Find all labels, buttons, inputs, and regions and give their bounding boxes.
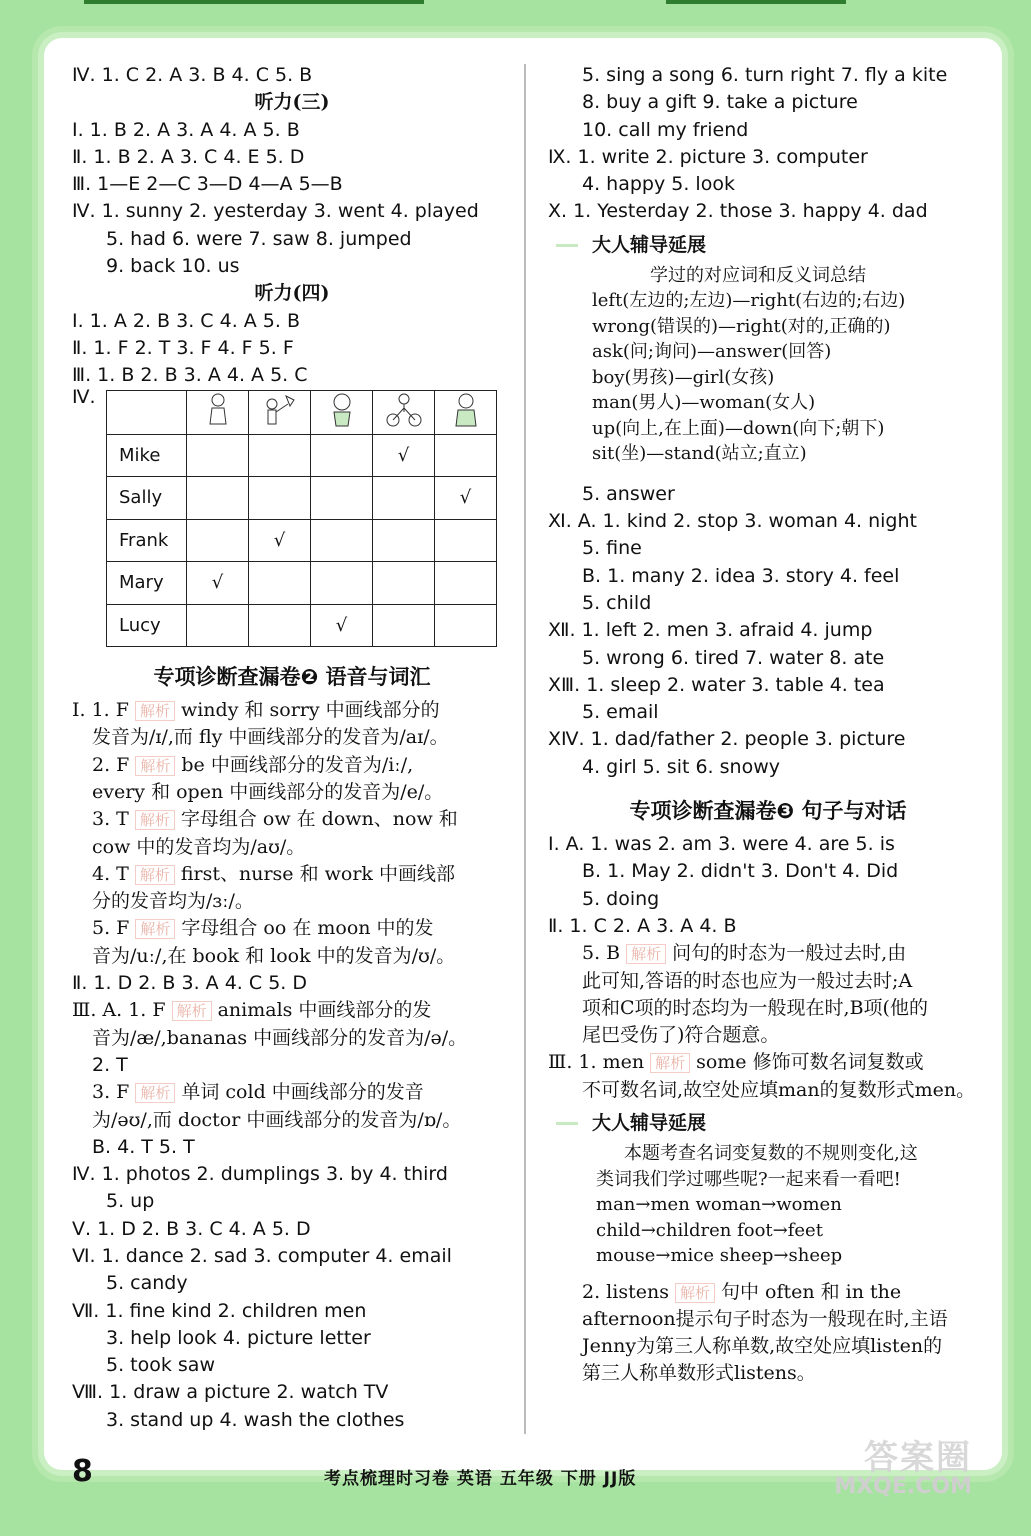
table-cell (435, 519, 497, 562)
explain-line (548, 940, 988, 967)
tip-line: man→men woman→women (596, 1194, 842, 1216)
explain-text: windy 和 sorry 中画线部分的 (180, 699, 440, 722)
answer-line: Ⅲ. 1—E 2—C 3—D 4—A 5—B (72, 173, 343, 196)
explain-line: 不可数名词,故空处应填man的复数形式men。 (582, 1078, 976, 1101)
answer-label: 5. F (92, 917, 130, 940)
explain-line (72, 915, 512, 942)
explain-line: 为/əʊ/,而 doctor 中画线部分的发音为/ɒ/。 (92, 1108, 462, 1131)
table-cell (311, 434, 373, 477)
watermark-url: MXQE.COM (834, 1474, 972, 1499)
table-header-row (107, 390, 497, 434)
answer-line: Ⅺ. A. 1. kind 2. stop 3. woman 4. night (548, 510, 917, 533)
answer-line: 5. had 6. were 7. saw 8. jumped (106, 227, 412, 250)
tip-line: wrong(错误的)—right(对的,正确的) (592, 315, 891, 337)
tip-line: sit(坐)—stand(站立;直立) (592, 443, 807, 465)
explain-line: Jenny为第三人称单数,故空处应填listen的 (582, 1335, 943, 1358)
column-divider (524, 64, 526, 1434)
explain-line (72, 997, 512, 1024)
answer-line: Ⅳ. 1. C 2. A 3. B 4. C 5. B (72, 64, 313, 86)
tip-box (560, 1141, 988, 1269)
explain-tag: 解析 (135, 756, 175, 776)
kid-picture (311, 390, 373, 434)
kid-picture (373, 390, 435, 434)
answer-line: 5. doing (582, 887, 660, 910)
explain-tag: 解析 (135, 810, 175, 830)
explain-tag: 解析 (675, 1283, 715, 1303)
answer-line: XⅣ. 1. dad/father 2. people 3. picture (548, 728, 906, 751)
answer-line: Ⅰ. A. 1. was 2. am 3. were 4. are 5. is (548, 833, 895, 856)
table-cell (373, 604, 435, 647)
answer-line: Ⅰ. 1. B 2. A 3. A 4. A 5. B (72, 118, 300, 141)
check-cell: √ (311, 604, 373, 647)
section-heading: 听力(三) (254, 91, 330, 114)
answer-line: Ⅳ. (72, 385, 96, 408)
explain-tag: 解析 (135, 1083, 175, 1103)
answer-line: Ⅸ. 1. write 2. picture 3. computer (548, 145, 868, 168)
answer-line: 10. call my friend (582, 118, 749, 141)
explain-line: every 和 open 中画线部分的发音为/e/。 (92, 780, 444, 803)
table-cell (187, 604, 249, 647)
answer-line: 5. email (582, 701, 659, 724)
tip-box-title: 学过的对应词和反义词总结 (650, 264, 866, 286)
row-name: Mike (107, 434, 187, 477)
explain-text: 字母组合 oo 在 moon 中的发 (181, 917, 434, 940)
tip-line: ask(问;询问)—answer(回答) (592, 341, 832, 363)
section-heading: 听力(四) (254, 282, 330, 305)
girl-icon (205, 392, 231, 428)
explain-line: afternoon提示句子时态为一般现在时,主语 (582, 1307, 948, 1330)
answer-line: B. 1. many 2. idea 3. story 4. feel (582, 564, 900, 587)
answer-line: Ⅱ. 1. B 2. A 3. C 4. E 5. D (72, 145, 305, 168)
table-cell (435, 434, 497, 477)
explain-text: 问句的时态为一般过去时,由 (672, 942, 907, 965)
explain-line (72, 861, 512, 888)
answer-line: Ⅶ. 1. fine kind 2. children men (72, 1299, 367, 1322)
answer-line: 5. candy (106, 1272, 188, 1295)
explain-text: 单词 cold 中画线部分的发音 (181, 1081, 424, 1104)
explain-line: 音为/uː/,在 book 和 look 中的发音为/ʊ/。 (92, 944, 456, 967)
table-cell (187, 519, 249, 562)
kid-picture (249, 390, 311, 434)
watermark: 答案圈 (864, 1438, 972, 1478)
explain-line (72, 697, 512, 724)
footer-text: 考点梳理时习卷 英语 五年级 下册 JJ版 (324, 1469, 637, 1489)
table-cell (373, 562, 435, 605)
table-corner (107, 390, 187, 434)
explain-text: first、nurse 和 work 中画线部 (180, 862, 455, 885)
explain-text: 句中 often 和 in the (720, 1280, 902, 1303)
answer-label: 2. F (92, 753, 130, 776)
tip-line: child→children foot→feet (596, 1219, 823, 1241)
girl-icon (448, 392, 484, 428)
table-cell (249, 477, 311, 520)
tip-line: 类词我们学过哪些呢?一起来看一看吧! (596, 1168, 901, 1190)
explain-line (72, 806, 512, 833)
answer-line: Ⅳ. 1. photos 2. dumplings 3. by 4. third (72, 1163, 448, 1186)
tip-line: left(左边的;左边)—right(右边的;右边) (592, 290, 906, 312)
check-cell: √ (373, 434, 435, 477)
explain-text: some 修饰可数名词复数或 (696, 1051, 924, 1074)
explain-line: 尾巴受伤了)符合题意。 (582, 1024, 780, 1047)
answer-line: Ⅱ. 1. F 2. T 3. F 4. F 5. F (72, 336, 294, 359)
table-cell (435, 562, 497, 605)
table-cell (311, 519, 373, 562)
table-block (72, 385, 512, 648)
answer-line: 9. back 10. us (106, 255, 240, 278)
explain-tag: 解析 (172, 1001, 212, 1021)
table-cell (373, 477, 435, 520)
table-cell (187, 477, 249, 520)
tip-title: 大人辅导延展 (592, 233, 707, 256)
table-row (107, 477, 497, 520)
answer-line: Ⅲ. 1. B 2. B 3. A 4. A 5. C (72, 364, 308, 387)
tip-bar (556, 244, 578, 247)
bike-icon (384, 392, 424, 428)
answer-line: Ⅵ. 1. dance 2. sad 3. computer 4. email (72, 1245, 452, 1267)
answer-label: 4. T (92, 862, 129, 885)
answer-line: B. 1. May 2. didn't 3. Don't 4. Did (582, 860, 899, 883)
explain-tag: 解析 (135, 919, 175, 939)
kite-icon (260, 392, 300, 428)
explain-tag: 解析 (135, 865, 175, 885)
right-column (548, 62, 988, 1388)
answer-label: Ⅲ. A. 1. F (72, 999, 166, 1022)
answer-line: Ⅹ. 1. Yesterday 2. those 3. happy 4. dad (548, 200, 928, 223)
explain-line: 第三人称单数形式listens。 (582, 1362, 816, 1385)
explain-line: 项和C项的时态均为一般现在时,B项(他的 (582, 996, 928, 1019)
tip-line: mouse→mice sheep→sheep (596, 1245, 843, 1267)
explain-tag: 解析 (626, 944, 666, 964)
top-bar-right (666, 0, 846, 4)
answer-line: 3. stand up 4. wash the clothes (106, 1408, 405, 1431)
explain-line (548, 1279, 988, 1306)
section-title: 专项诊断查漏卷❷ 语音与词汇 (153, 665, 431, 690)
explain-line: 音为/æ/,bananas 中画线部分的发音为/ə/。 (92, 1026, 468, 1049)
answer-line: 5. up (106, 1190, 155, 1213)
answer-label: 3. F (92, 1081, 130, 1104)
table-cell (249, 562, 311, 605)
answer-line: XⅢ. 1. sleep 2. water 3. table 4. tea (548, 673, 885, 696)
explain-text: animals 中画线部分的发 (217, 999, 432, 1022)
answer-line: Ⅱ. 1. C 2. A 3. A 4. B (548, 914, 737, 937)
table-row (107, 519, 497, 562)
table-cell (249, 434, 311, 477)
check-cell: √ (435, 477, 497, 520)
tip-line: 本题考查名词变复数的不规则变化,这 (624, 1143, 918, 1165)
top-bar-left (84, 0, 424, 4)
answer-line: Ⅻ. 1. left 2. men 3. afraid 4. jump (548, 619, 873, 642)
explain-line (72, 1079, 512, 1106)
tip-title: 大人辅导延展 (592, 1112, 707, 1135)
answer-label: Ⅰ. 1. F (72, 699, 129, 722)
answer-line: B. 4. T 5. T (92, 1135, 195, 1158)
explain-tag: 解析 (135, 701, 175, 721)
answer-line: 5. fine (582, 537, 642, 560)
row-name: Frank (107, 519, 187, 562)
table-cell (249, 604, 311, 647)
kid-picture (435, 390, 497, 434)
answer-line: 5. answer (582, 482, 675, 505)
answer-label: 2. listens (582, 1280, 669, 1303)
answer-line: 5. sing a song 6. turn right 7. fly a kite (582, 64, 948, 86)
answer-line: 5. child (582, 591, 652, 614)
table-row (107, 434, 497, 477)
explain-line (548, 1049, 988, 1076)
answer-line: 8. buy a gift 9. take a picture (582, 91, 858, 114)
table-cell (187, 434, 249, 477)
explain-tag: 解析 (650, 1053, 690, 1073)
answer-line: 4. girl 5. sit 6. snowy (582, 755, 780, 778)
explain-text: 字母组合 ow 在 down、now 和 (180, 808, 458, 831)
explain-line: 发音为/ɪ/,而 fly 中画线部分的发音为/aɪ/。 (92, 726, 449, 749)
table-row (107, 562, 497, 605)
answer-line: Ⅷ. 1. draw a picture 2. watch TV (72, 1381, 389, 1404)
check-cell: √ (187, 562, 249, 605)
answer-table (106, 390, 497, 648)
table-cell (435, 604, 497, 647)
section-title: 专项诊断查漏卷❸ 句子与对话 (629, 799, 907, 824)
table-row (107, 604, 497, 647)
explain-line: cow 中的发音均为/aʊ/。 (92, 835, 306, 858)
tip-line: boy(男孩)—girl(女孩) (592, 366, 775, 388)
table-cell (311, 562, 373, 605)
boy-icon (324, 392, 360, 428)
answer-line: Ⅱ. 1. D 2. B 3. A 4. C 5. D (72, 972, 307, 995)
table-cell (373, 519, 435, 562)
tip-bar (556, 1122, 578, 1125)
tip-heading (556, 1108, 988, 1135)
row-name: Sally (107, 477, 187, 520)
answer-line: 5. wrong 6. tired 7. water 8. ate (582, 646, 885, 669)
answer-line: 4. happy 5. look (582, 173, 735, 196)
row-name: Mary (107, 562, 187, 605)
explain-line: 分的发音均为/ɜː/。 (92, 890, 254, 913)
left-column (72, 62, 512, 1434)
answer-line: 2. T (92, 1053, 128, 1076)
tip-line: man(男人)—woman(女人) (592, 392, 816, 414)
tip-box (560, 263, 988, 467)
tip-line: up(向上,在上面)—down(向下;朝下) (592, 417, 885, 439)
answer-line: Ⅳ. 1. sunny 2. yesterday 3. went 4. played (72, 200, 479, 223)
explain-line: 此可知,答语的时态也应为一般过去时;A (582, 969, 913, 992)
page-number: 8 (72, 1454, 93, 1489)
table-cell (311, 477, 373, 520)
answer-label: 3. T (92, 808, 129, 831)
answer-label: 5. B (582, 942, 621, 965)
row-name: Lucy (107, 604, 187, 647)
tip-heading (556, 230, 988, 257)
kid-picture (187, 390, 249, 434)
footer (72, 1438, 972, 1499)
answer-label: Ⅲ. 1. men (548, 1051, 645, 1074)
check-cell: √ (249, 519, 311, 562)
answer-line: 5. took saw (106, 1354, 215, 1377)
explain-line (72, 752, 512, 779)
answer-line: 3. help look 4. picture letter (106, 1326, 371, 1349)
answer-line: Ⅴ. 1. D 2. B 3. C 4. A 5. D (72, 1217, 311, 1240)
explain-text: be 中画线部分的发音为/iː/, (181, 753, 414, 776)
answer-line: Ⅰ. 1. A 2. B 3. C 4. A 5. B (72, 309, 301, 332)
